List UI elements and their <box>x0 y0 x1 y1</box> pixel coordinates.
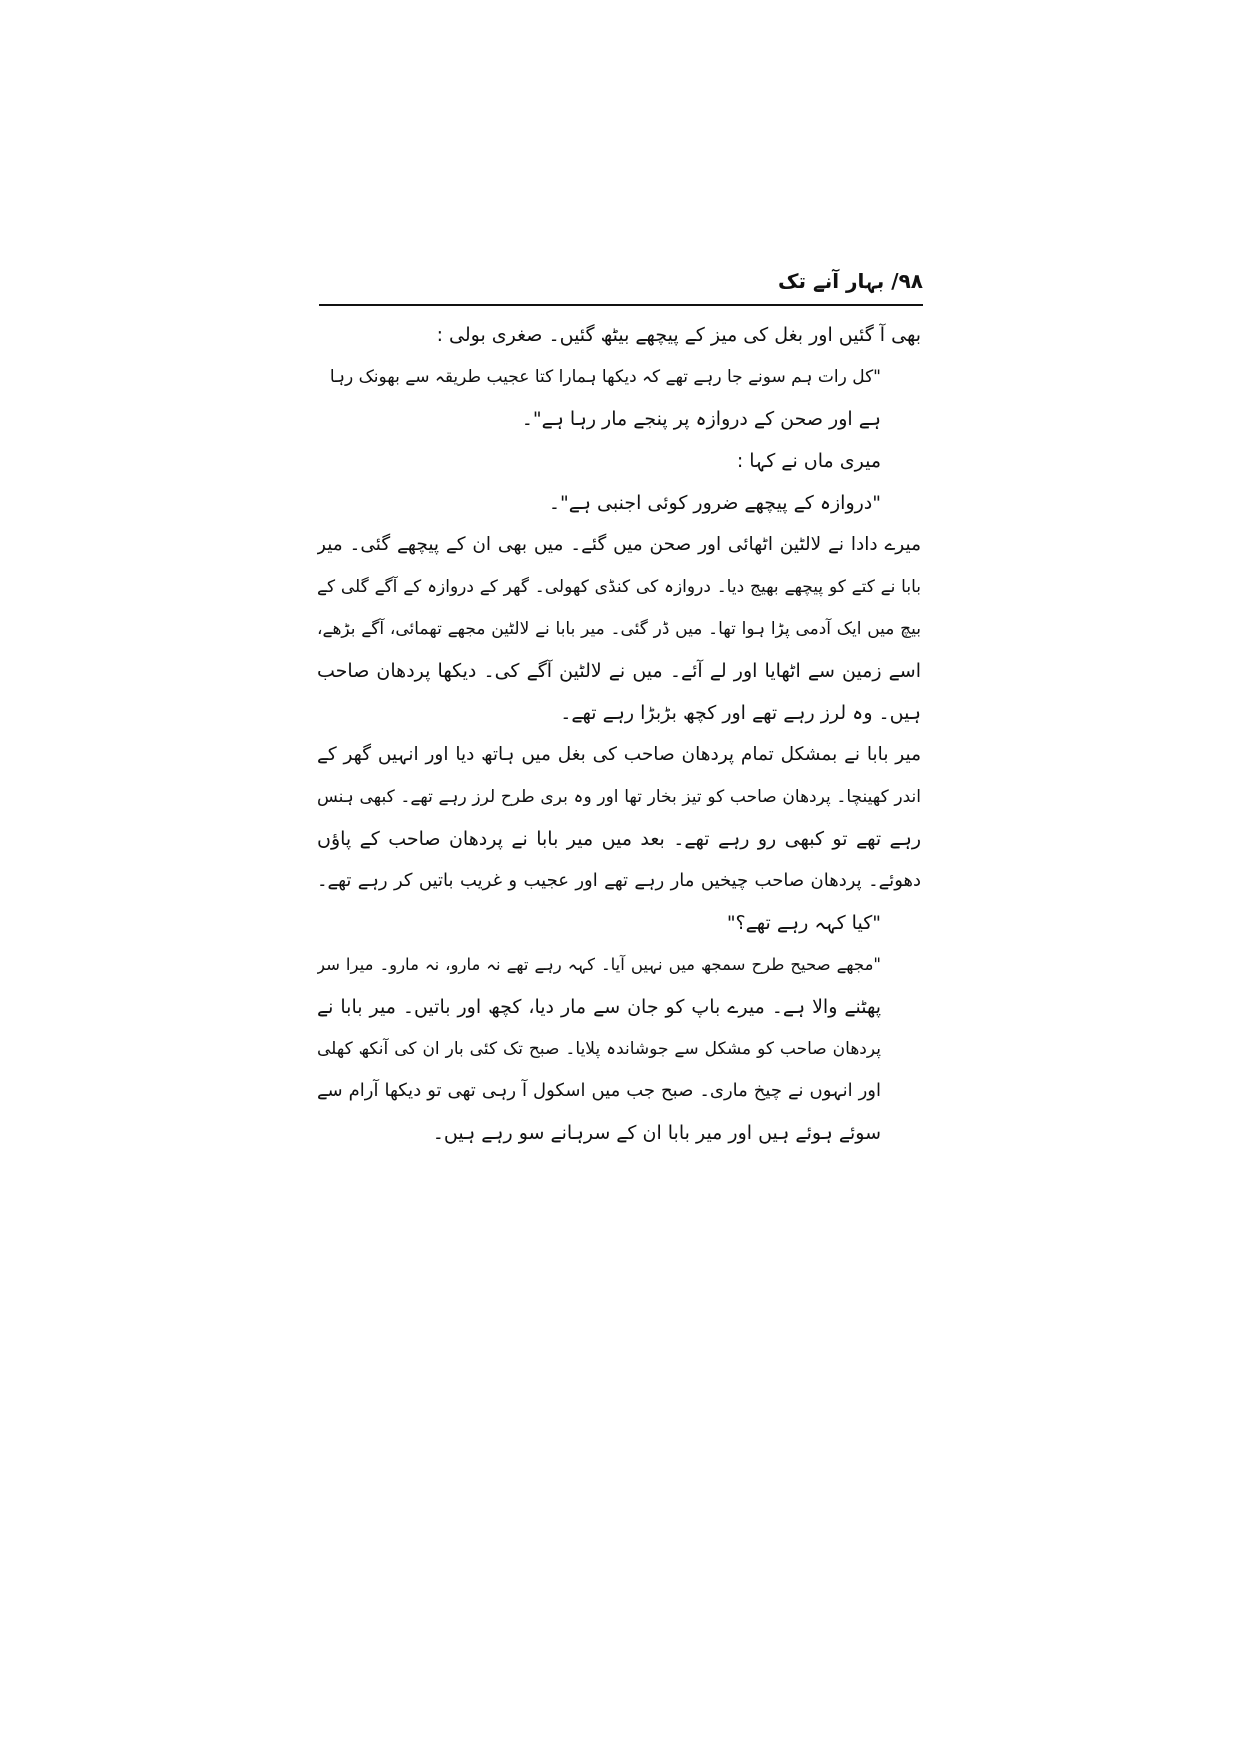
page-header <box>319 264 923 304</box>
text-line: ہے اور صحن کے دروازہ پر پنجے مار رہا ہے"۔ <box>521 408 881 430</box>
text-line: رہے تھے تو کبھی رو رہے تھے۔ بعد میں میر بابا نے پردھان صاحب کے پاؤں <box>317 828 921 850</box>
text-line: ہیں۔ وہ لرز رہے تھے اور کچھ بڑبڑا رہے تھے۔ <box>560 702 921 724</box>
text-line: میرے دادا نے لالٹین اٹھائی اور صحن میں گئے۔ میں بھی ان کے پیچھے گئی۔ میر <box>317 534 921 555</box>
text-line: اندر کھینچا۔ پردھان صاحب کو تیز بخار تھا اور وہ بری طرح لرز رہے تھے۔ کبھی ہنس <box>317 787 921 807</box>
text-line: دھوئے۔ پردھان صاحب چیخیں مار رہے تھے اور عجیب و غریب باتیں کر رہے تھے۔ <box>317 870 921 891</box>
text-line: بھی آ گئیں اور بغل کی میز کے پیچھے بیٹھ گئیں۔ صغری بولی : <box>436 324 921 346</box>
text-line: سوئے ہوئے ہیں اور میر بابا ان کے سرہانے سو رہے ہیں۔ <box>432 1122 881 1144</box>
text-line: "مجھے صحیح طرح سمجھ میں نہیں آیا۔ کہہ رہے تھے نہ مارو، نہ مارو۔ میرا سر <box>317 955 881 974</box>
text-line: اور انہوں نے چیخ ماری۔ صبح جب میں اسکول آ رہی تھی تو دیکھا آرام سے <box>317 1080 881 1101</box>
text-line: میر بابا نے بمشکل تمام پردھان صاحب کی بغل میں ہاتھ دیا اور انہیں گھر کے <box>317 744 921 765</box>
text-line: بیچ میں ایک آدمی پڑا ہوا تھا۔ میں ڈر گئی۔ میر بابا نے لالٹین مجھے تھمائی، آگے بڑھے، <box>317 619 921 639</box>
text-line: میری ماں نے کہا : <box>736 450 881 472</box>
text-line: "کل رات ہم سونے جا رہے تھے کہ دیکھا ہمارا کتا عجیب طریقہ سے بھونک رہا <box>329 367 881 387</box>
text-line: اسے زمین سے اٹھایا اور لے آئے۔ میں نے لالٹین آگے کی۔ دیکھا پردھان صاحب <box>317 660 921 682</box>
text-line: بابا نے کتے کو پیچھے بھیج دیا۔ دروازہ کی کنڈی کھولی۔ گھر کے دروازہ کے آگے گلی کے <box>317 577 921 597</box>
text-line: "کیا کہہ رہے تھے؟" <box>726 912 881 934</box>
text-line: پھٹنے والا ہے۔ میرے باپ کو جان سے مار دیا، کچھ اور باتیں۔ میر بابا نے <box>317 996 881 1018</box>
running-head: ۹۸/ بہار آنے تک <box>778 269 923 293</box>
text-line: پردھان صاحب کو مشکل سے جوشاندہ پلایا۔ صبح تک کئی بار ان کی آنکھ کھلی <box>317 1039 881 1059</box>
header-rule <box>319 304 923 306</box>
text-line: "دروازہ کے پیچھے ضرور کوئی اجنبی ہے"۔ <box>548 492 881 514</box>
